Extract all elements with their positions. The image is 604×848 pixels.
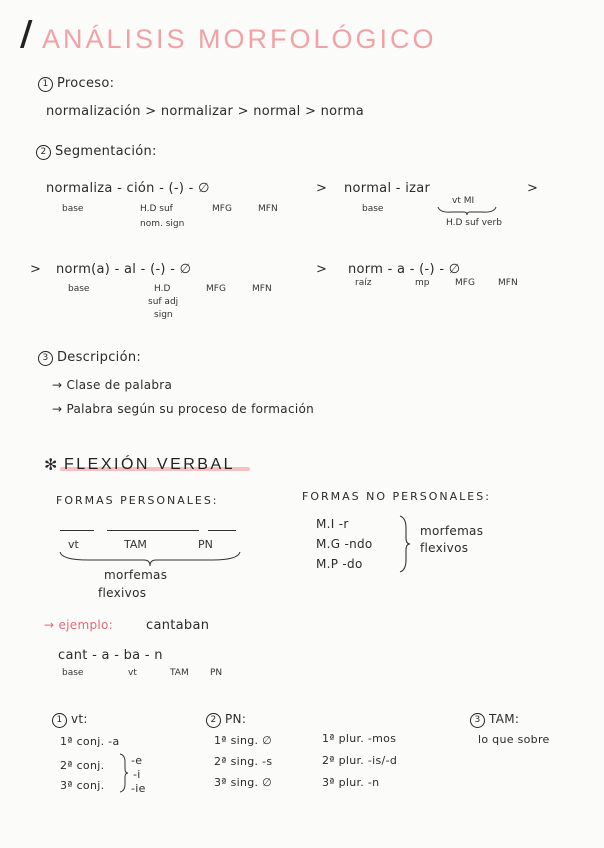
- asterisk-icon: ✻: [44, 455, 58, 474]
- seg-normalizacion: normaliza - ción - (-) - ∅: [46, 181, 210, 196]
- gt-arrow: >: [527, 181, 539, 196]
- number-circle-icon: 2: [36, 145, 51, 160]
- descripcion-item-1: → Clase de palabra: [52, 378, 173, 392]
- flexion-verbal-title: FLEXIÓN VERBAL: [64, 456, 236, 473]
- seg-norma: norm - a - (-) - ∅: [348, 262, 461, 277]
- ejemplo-segmentation: cant - a - ba - n: [58, 648, 163, 663]
- label-suf-adj: suf adj: [148, 297, 179, 307]
- label-base: base: [62, 668, 84, 678]
- descripcion-item-2: → Palabra según su proceso de formación: [52, 402, 315, 416]
- label-pn: PN: [210, 668, 223, 678]
- slot-tam: TAM: [124, 538, 147, 551]
- label-mfn: MFN: [252, 284, 272, 294]
- label-nom-sign: nom. sign: [140, 219, 185, 229]
- pn-1-plur: 1ª plur. -mos: [322, 732, 397, 745]
- slot-line: [107, 530, 199, 531]
- participio: M.P -do: [316, 557, 363, 571]
- seg-normal: norm(a) - al - (-) - ∅: [56, 262, 192, 277]
- proceso-chain: normalización > normalizar > normal > norma: [46, 104, 365, 119]
- label-mfn: MFN: [258, 204, 278, 214]
- pn-3-plur: 3ª plur. -n: [322, 776, 380, 789]
- number-circle-icon: 3: [470, 713, 485, 728]
- section-descripcion-heading: 3 Descripción:: [38, 350, 141, 366]
- gt-arrow: >: [316, 181, 328, 196]
- label-vt: vt: [128, 668, 137, 678]
- label-raiz: raíz: [355, 278, 372, 288]
- slot-pn: PN: [198, 538, 213, 551]
- gerundio: M.G -ndo: [316, 537, 373, 551]
- label-hd-suf-verb: H.D suf verb: [446, 218, 502, 228]
- section-segmentacion-heading: 2 Segmentación:: [36, 144, 157, 160]
- label-sign: sign: [154, 310, 173, 320]
- gt-arrow: >: [316, 262, 328, 277]
- vt-heading: 1 vt:: [52, 712, 88, 728]
- number-circle-icon: 1: [52, 713, 67, 728]
- label-vt-mi: vt MI: [452, 196, 475, 206]
- morfemas-label: morfemas: [420, 524, 484, 538]
- label-mfg: MFG: [212, 204, 232, 214]
- label-base: base: [68, 284, 90, 294]
- ending-e: -e: [131, 754, 143, 767]
- number-circle-icon: 3: [38, 351, 53, 366]
- slot-vt: vt: [68, 538, 79, 551]
- underbrace-icon: [436, 206, 498, 216]
- ending-ie: -ie: [131, 782, 146, 795]
- section-proceso-heading: 1 Proceso:: [38, 76, 114, 92]
- flexivos-label: flexivos: [420, 541, 469, 555]
- conj-2: 2ª conj.: [60, 759, 105, 772]
- pn-heading: 2 PN:: [206, 712, 246, 728]
- formas-personales-heading: FORMAS PERSONALES:: [56, 494, 219, 507]
- seg-normal-izar: normal - izar: [344, 181, 431, 196]
- page-title: ANÁLISIS MORFOLÓGICO: [42, 24, 437, 54]
- morfemas-label: morfemas: [104, 568, 168, 582]
- ejemplo-word: cantaban: [146, 618, 210, 633]
- pn-2-plur: 2ª plur. -is/-d: [322, 754, 398, 767]
- brace-icon: [396, 514, 412, 574]
- infinitivo: M.I -r: [316, 517, 349, 531]
- brace-icon: [118, 752, 130, 794]
- underbrace-icon: [58, 551, 242, 567]
- number-circle-icon: 1: [38, 77, 53, 92]
- label-mp: mp: [415, 278, 430, 288]
- label-base: base: [62, 204, 84, 214]
- flexivos-label: flexivos: [98, 586, 147, 600]
- label-hd: H.D: [154, 284, 171, 294]
- slot-line: [208, 530, 236, 531]
- conj-3: 3ª conj.: [60, 779, 105, 792]
- label-base: base: [362, 204, 384, 214]
- label-tam: TAM: [170, 668, 189, 678]
- gt-arrow: >: [30, 262, 42, 277]
- number-circle-icon: 2: [206, 713, 221, 728]
- tam-note: lo que sobre: [478, 733, 550, 746]
- tam-heading: 3 TAM:: [470, 712, 519, 728]
- label-mfg: MFG: [455, 278, 475, 288]
- pn-2-sing: 2ª sing. -s: [214, 755, 273, 768]
- formas-no-personales-heading: FORMAS NO PERSONALES:: [302, 490, 491, 503]
- title-slash: /: [20, 14, 33, 54]
- pn-3-sing: 3ª sing. ∅: [214, 776, 272, 789]
- label-hd: H.D suf: [140, 204, 173, 214]
- conj-1: 1ª conj. -a: [60, 735, 120, 748]
- pn-1-sing: 1ª sing. ∅: [214, 734, 272, 747]
- slot-line: [60, 530, 94, 531]
- label-mfn: MFN: [498, 278, 518, 288]
- label-mfg: MFG: [206, 284, 226, 294]
- ending-i: -i: [133, 768, 141, 781]
- ejemplo-label: → ejemplo:: [44, 618, 113, 632]
